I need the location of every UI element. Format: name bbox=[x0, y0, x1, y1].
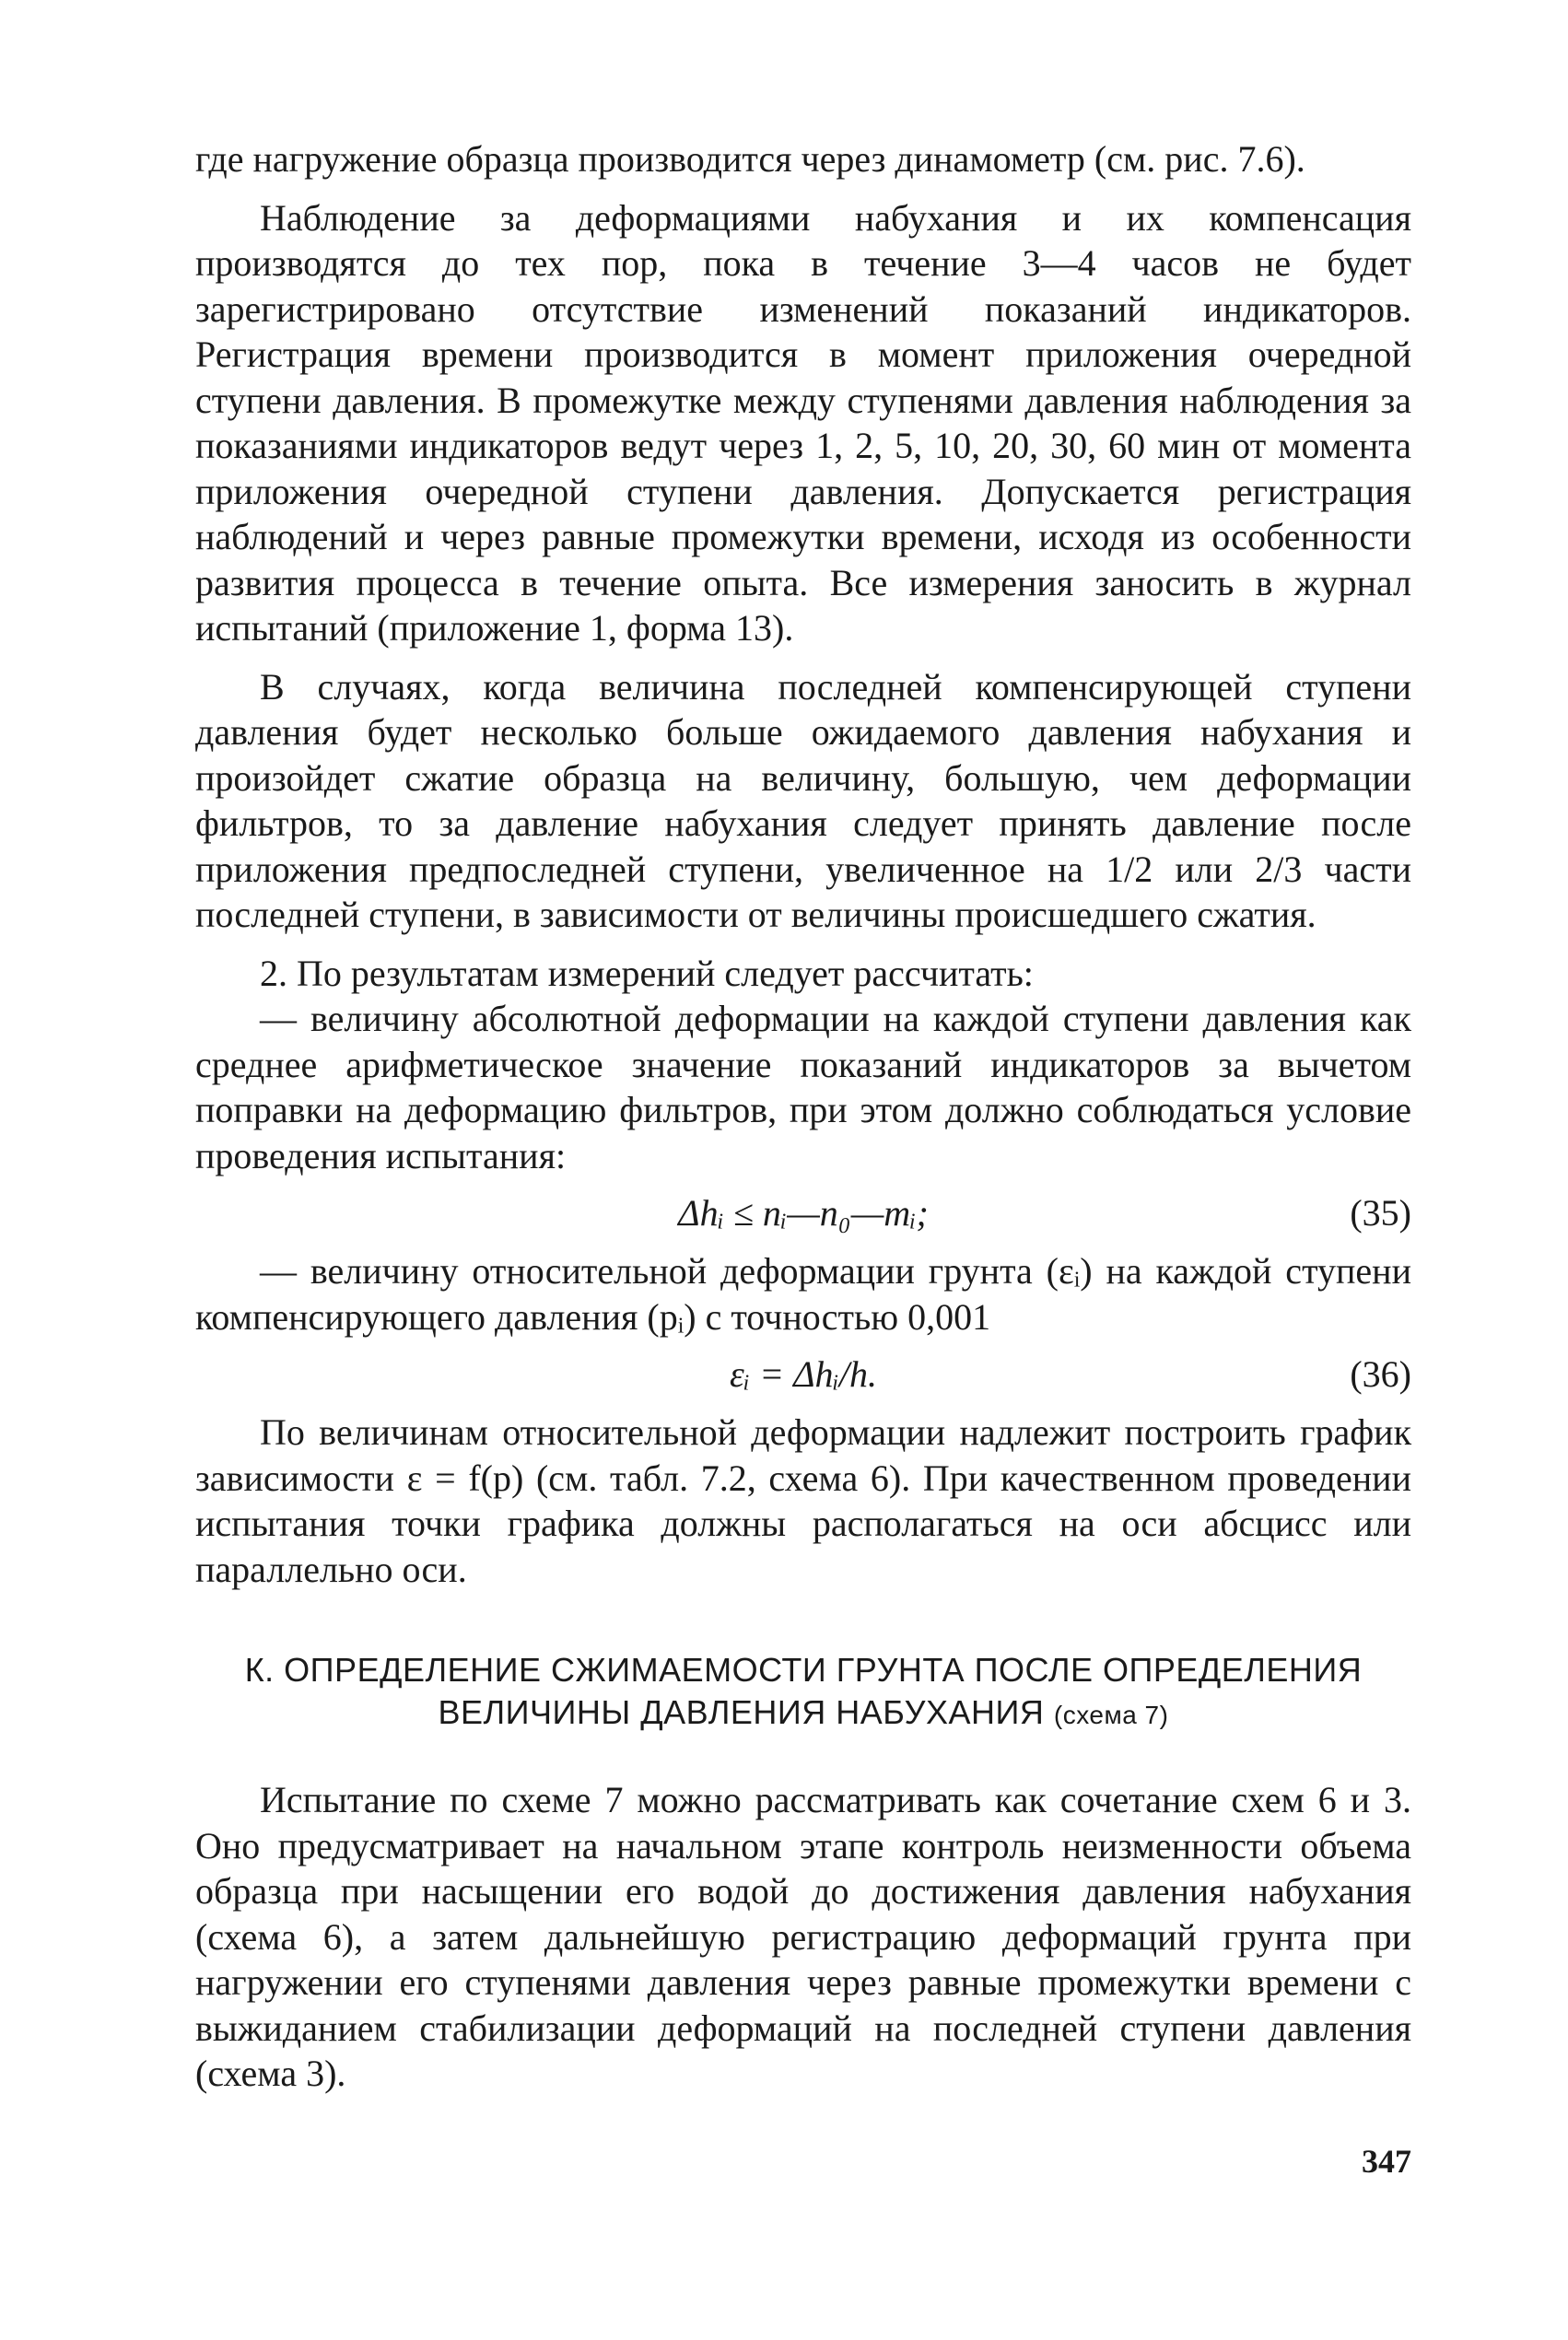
formula-35-number: (35) bbox=[1350, 1192, 1411, 1234]
section-heading-line-2-main: ВЕЛИЧИНЫ ДАВЛЕНИЯ НАБУХАНИЯ bbox=[438, 1693, 1045, 1731]
section-heading bbox=[195, 1649, 1411, 1737]
formula-35-expression: Δhᵢ ≤ nᵢ—n₀—mᵢ; bbox=[678, 1192, 929, 1234]
section-heading-scheme: (схема 7) bbox=[1053, 1701, 1169, 1729]
paragraph-absolute-deformation: — величину абсолютной деформации на каждой ступени давления как среднее арифметическое значение показаний индикаторов за вычетом поправки на деформацию фильтров, при этом должно соблюдаться условие проведения испытания: bbox=[195, 998, 1411, 1176]
page-body bbox=[195, 136, 1411, 2097]
page-number: 347 bbox=[1362, 2143, 1411, 2180]
section-heading-line-1: К. ОПРЕДЕЛЕНИЕ СЖИМАЕМОСТИ ГРУНТА ПОСЛЕ ОПРЕДЕЛЕНИЯ bbox=[244, 1651, 1363, 1689]
section-heading-line-2 bbox=[195, 1691, 1411, 1737]
paragraph-graph: По величинам относительной деформации надлежит построить график зависимости ε = f(p) (см. табл. 7.2, схема 6). При качественном проведении испытания точки графика должны располагаться на оси абсцисс или параллельно оси. bbox=[195, 1411, 1411, 1590]
paragraph-observation: Наблюдение за деформациями набухания и их компенсация производятся до тех пор, пока в течение 3—4 часов не будет зарегистрировано отсутствие изменений показаний индикаторов. Регистрация времени производится в момент приложения очередной ступени давления. В промежутке между ступенями давления наблюдения за показаниями индикаторов ведут через 1, 2, 5, 10, 20, 30, 60 мин от момента приложения очередной ступени давления. Допускается регистрация наблюдений и через равные промежутки времени, исходя из особенности развития процесса в течение опыта. Все измерения заносить в журнал испытаний (приложение 1, форма 13). bbox=[195, 196, 1411, 649]
paragraph-step-2: 2. По результатам измерений следует рассчитать: bbox=[260, 952, 1034, 994]
formula-36-number: (36) bbox=[1350, 1353, 1411, 1395]
formula-36 bbox=[195, 1347, 1411, 1402]
formula-35 bbox=[195, 1186, 1411, 1241]
paragraph-intro: где нагружение образца производится через динамометр (см. рис. 7.6). bbox=[195, 138, 1305, 180]
paragraph-cases: В случаях, когда величина последней компенсирующей ступени давления будет несколько больше ожидаемого давления набухания и произойдет сжатие образца на величину, большую, чем деформации фильтров, то за давление набухания следует принять давление после приложения предпоследней ступени, увеличенное на 1/2 или 2/3 части последней ступени, в зависимости от величины происшедшего сжатия. bbox=[195, 665, 1411, 935]
formula-36-expression: εᵢ = Δhᵢ/h. bbox=[730, 1353, 877, 1395]
paragraph-scheme-7: Испытание по схеме 7 можно рассматривать как сочетание схем 6 и 3. Оно предусматривает на начальном этапе контроль неизменности объема образца при насыщении его водой до достижения давления набухания (схема 6), а затем дальнейшую регистрацию деформаций грунта при нагружении его ступенями давления через равные промежутки времени с выжиданием стабилизации деформаций на последней ступени давления (схема 3). bbox=[195, 1779, 1411, 2094]
paragraph-relative-deformation: — величину относительной деформации грунта (εᵢ) на каждой ступени компенсирующего давления (pᵢ) с точностью 0,001 bbox=[195, 1250, 1411, 1338]
